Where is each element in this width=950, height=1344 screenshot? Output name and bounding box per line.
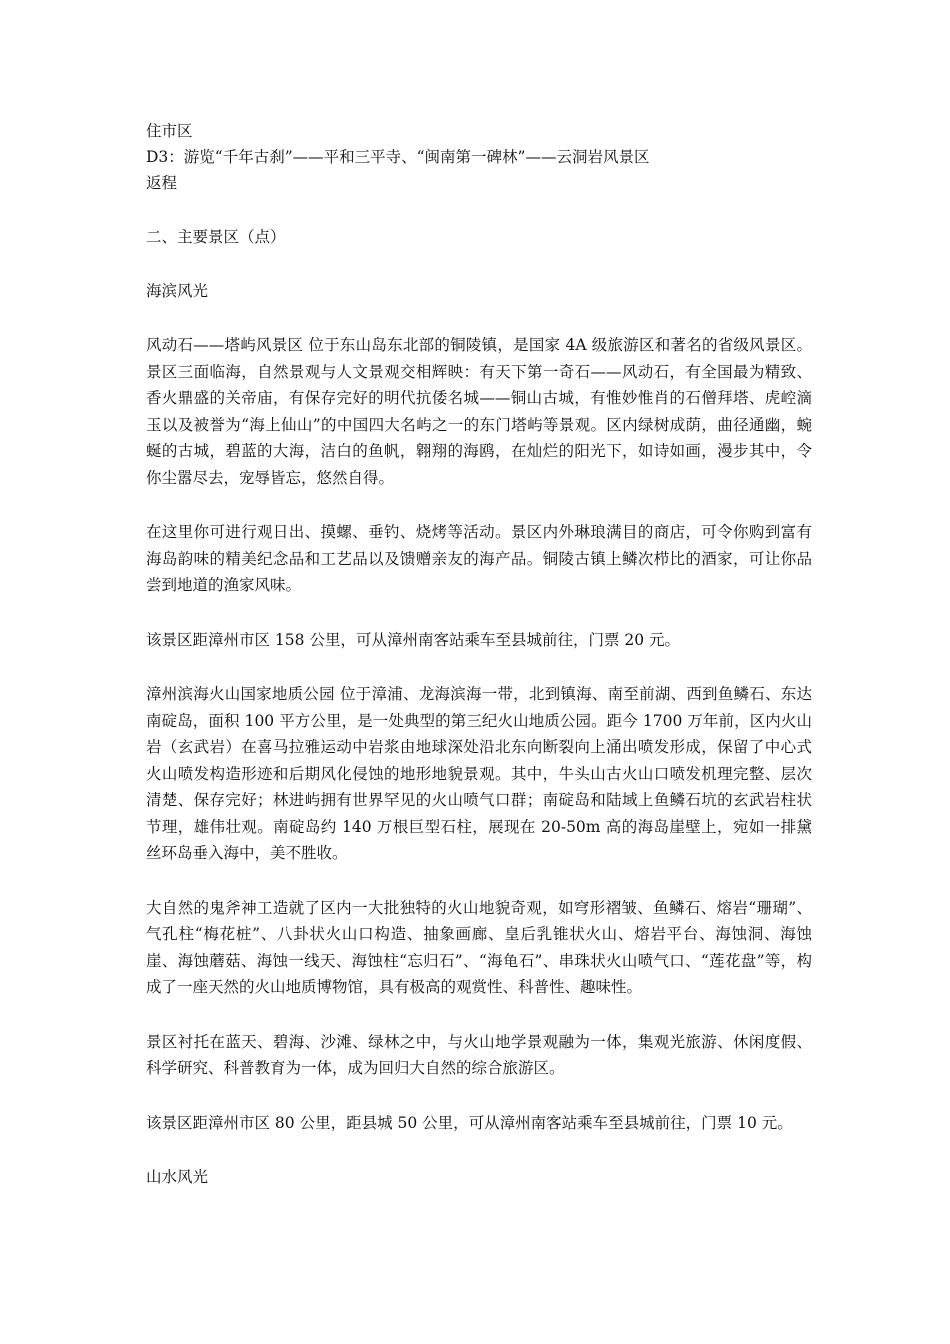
- paragraph-fengdongshi-distance: 该景区距漳州市区 158 公里，可从漳州南客站乘车至县城前往，门票 20 元。: [146, 630, 681, 649]
- paragraph-fengdongshi-activities: 在这里你可进行观日出、摸螺、垂钓、烧烤等活动。景区内外琳琅满目的商店，可令你购到富有海岛韵味的精美纪念品和工艺品以及馈赠亲友的海产品。铜陵古镇上鳞次栉比的酒家，可让你品尝到地道的渔家风味。: [146, 523, 812, 594]
- paragraph-volcano-landforms: 大自然的鬼斧神工造就了区内一大批独特的火山地貌奇观，如穹形褶皱、鱼鳞石、熔岩“珊瑚”、气孔柱“梅花桩”、八卦状火山口构造、抽象画廊、皇后乳锥状火山、熔岩平台、海蚀洞、海蚀崖、海蚀蘑菇、海蚀一线天、海蚀柱“忘归石”、“海龟石”、串珠状火山喷气口、“莲花盘”等，构成了一座天然的火山地质博物馆，具有极高的观赏性、科普性、趣味性。: [146, 898, 812, 996]
- document-page: [146, 118, 812, 1190]
- itinerary-line-city: 住市区: [146, 122, 193, 140]
- itinerary-line-return: 返程: [146, 174, 178, 192]
- subsection-title-mountain: 山水风光: [146, 1168, 209, 1186]
- itinerary-line-d3: D3：游览“千年古刹”——平和三平寺、“闽南第一碑林”——云洞岩风景区: [146, 148, 650, 166]
- section-title: 二、主要景区（点）: [146, 228, 286, 246]
- paragraph-volcano-setting: 景区衬托在蓝天、碧海、沙滩、绿林之中，与火山地学景观融为一体，集观光旅游、休闲度假、科学研究、科普教育为一体，成为回归大自然的综合旅游区。: [146, 1032, 812, 1077]
- paragraph-fengdongshi-intro: 风动石——塔屿风景区 位于东山岛东北部的铜陵镇，是国家 4A 级旅游区和著名的省级风景区。景区三面临海，自然景观与人文景观交相辉映：有天下第一奇石——风动石，有全国最为精致、香火鼎盛的关帝庙，有保存完好的明代抗倭名城——铜山古城，有惟妙惟肖的石僧拜塔、虎崆滴玉以及被誉为“海上仙山”的中国四大名屿之一的东门塔屿等景观。区内绿树成荫，曲径通幽，蜿蜒的古城，碧蓝的大海，洁白的鱼帆，翱翔的海鸥，在灿烂的阳光下，如诗如画，漫步其中，令你尘嚣尽去，宠辱皆忘，悠然自得。: [146, 336, 812, 487]
- paragraph-volcano-intro: 漳州滨海火山国家地质公园 位于漳浦、龙海滨海一带，北到镇海、南至前湖、西到鱼鳞石、东达南碇岛，面积 100 平方公里，是一处典型的第三纪火山地质公园。距今 1700 万年前，区内火山岩（玄武岩）在喜马拉雅运动中岩浆由地球深处沿北东向断裂向上涌出喷发形成，保留了中心式火山喷发构造形迹和后期风化侵蚀的地形地貌景观。其中，牛头山古火山口喷发机理完整、层次清楚、保存完好；林进屿拥有世界罕见的火山喷气口群；南碇岛和陆域上鱼鳞石坑的玄武岩柱状节理，雄伟壮观。南碇岛约 140 万根巨型石柱，展现在 20-50m 高的海岛崖壁上，宛如一排黛丝环岛垂入海中，美不胜收。: [146, 685, 812, 862]
- paragraph-volcano-distance: 该景区距漳州市区 80 公里，距县城 50 公里，可从漳州南客站乘车至县城前往，门票 10 元。: [146, 1113, 793, 1132]
- subsection-title-coastal: 海滨风光: [146, 282, 209, 300]
